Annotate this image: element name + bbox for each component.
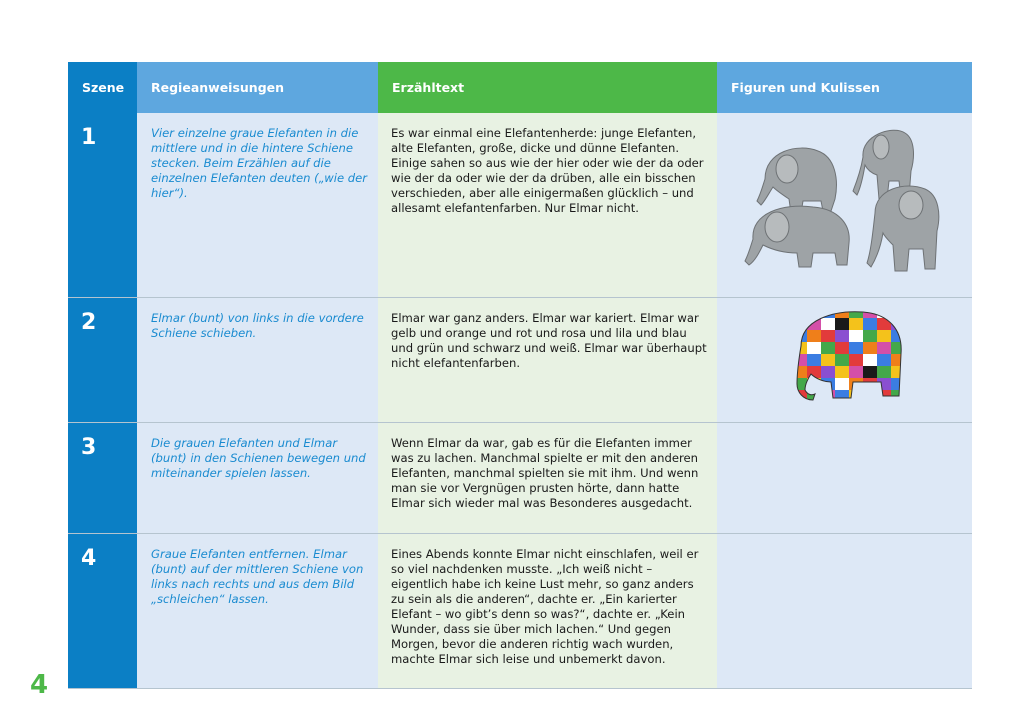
scene-table-container bbox=[68, 62, 972, 689]
figure-cell bbox=[717, 423, 972, 534]
grey-elephants-image bbox=[743, 121, 943, 279]
header-regieanweisungen: Regieanweisungen bbox=[137, 62, 378, 113]
header-erzaehltext: Erzähltext bbox=[378, 62, 717, 113]
elmar-patchwork-image bbox=[793, 306, 905, 402]
scene-number: 4 bbox=[68, 534, 137, 689]
figure-cell bbox=[717, 298, 972, 423]
page-number: 4 bbox=[30, 670, 49, 700]
scene-number: 2 bbox=[68, 298, 137, 423]
narration-text: Es war einmal eine Elefantenherde: junge Elefanten, alte Elefanten, große, dicke und dünne Elefanten. Einige sahen so aus wie der hier oder wie der da oder wie der da oder wie der da drüben, alle ein bisschen verschieden, aber alle einigermaßen glücklich – und allesamt elefantenfarben. Nur Elmar nicht. bbox=[378, 113, 717, 298]
header-figuren: Figuren und Kulissen bbox=[717, 62, 972, 113]
narration-text: Wenn Elmar da war, gab es für die Elefanten immer was zu lachen. Manchmal spielte er mit den anderen Elefanten, manchmal spielten sie mit ihm. Und wenn man sie vor Vergnügen prusten hörte, dann hatte Elmar sich wieder mal was Besonderes ausgedacht. bbox=[378, 423, 717, 534]
table-row bbox=[68, 534, 972, 689]
table-row bbox=[68, 423, 972, 534]
stage-direction: Elmar (bunt) von links in die vordere Schiene schieben. bbox=[137, 298, 378, 423]
narration-text: Eines Abends konnte Elmar nicht einschlafen, weil er so viel nachdenken musste. „Ich weiß nicht – eigentlich habe ich keine Lust mehr, so ganz anders zu sein als die anderen“, dachte er. „Ein karierter Elefant – wo gibt’s denn so was?“, dachte er. „Kein Wunder, dass sie über mich lachen.“ Und gegen Morgen, bevor die anderen richtig wach wurden, machte Elmar sich leise und unbemerkt davon. bbox=[378, 534, 717, 689]
figure-cell bbox=[717, 113, 972, 298]
figure-cell bbox=[717, 534, 972, 689]
scene-number: 3 bbox=[68, 423, 137, 534]
table-header-row bbox=[68, 62, 972, 113]
table-row bbox=[68, 298, 972, 423]
narration-text: Elmar war ganz anders. Elmar war kariert. Elmar war gelb und orange und rot und rosa und lila und blau und grün und schwarz und weiß. Elmar war überhaupt nicht elefantenfarben. bbox=[378, 298, 717, 423]
scene-table bbox=[68, 62, 972, 689]
header-szene: Szene bbox=[68, 62, 137, 113]
scene-number: 1 bbox=[68, 113, 137, 298]
stage-direction: Vier einzelne graue Elefanten in die mittlere und in die hintere Schiene stecken. Beim Erzählen auf die einzelnen Elefanten deuten („wie der hier“). bbox=[137, 113, 378, 298]
stage-direction: Die grauen Elefanten und Elmar (bunt) in den Schienen bewegen und miteinander spielen lassen. bbox=[137, 423, 378, 534]
table-row bbox=[68, 113, 972, 298]
stage-direction: Graue Elefanten entfernen. Elmar (bunt) auf der mittleren Schiene von links nach rechts und aus dem Bild „schleichen“ lassen. bbox=[137, 534, 378, 689]
